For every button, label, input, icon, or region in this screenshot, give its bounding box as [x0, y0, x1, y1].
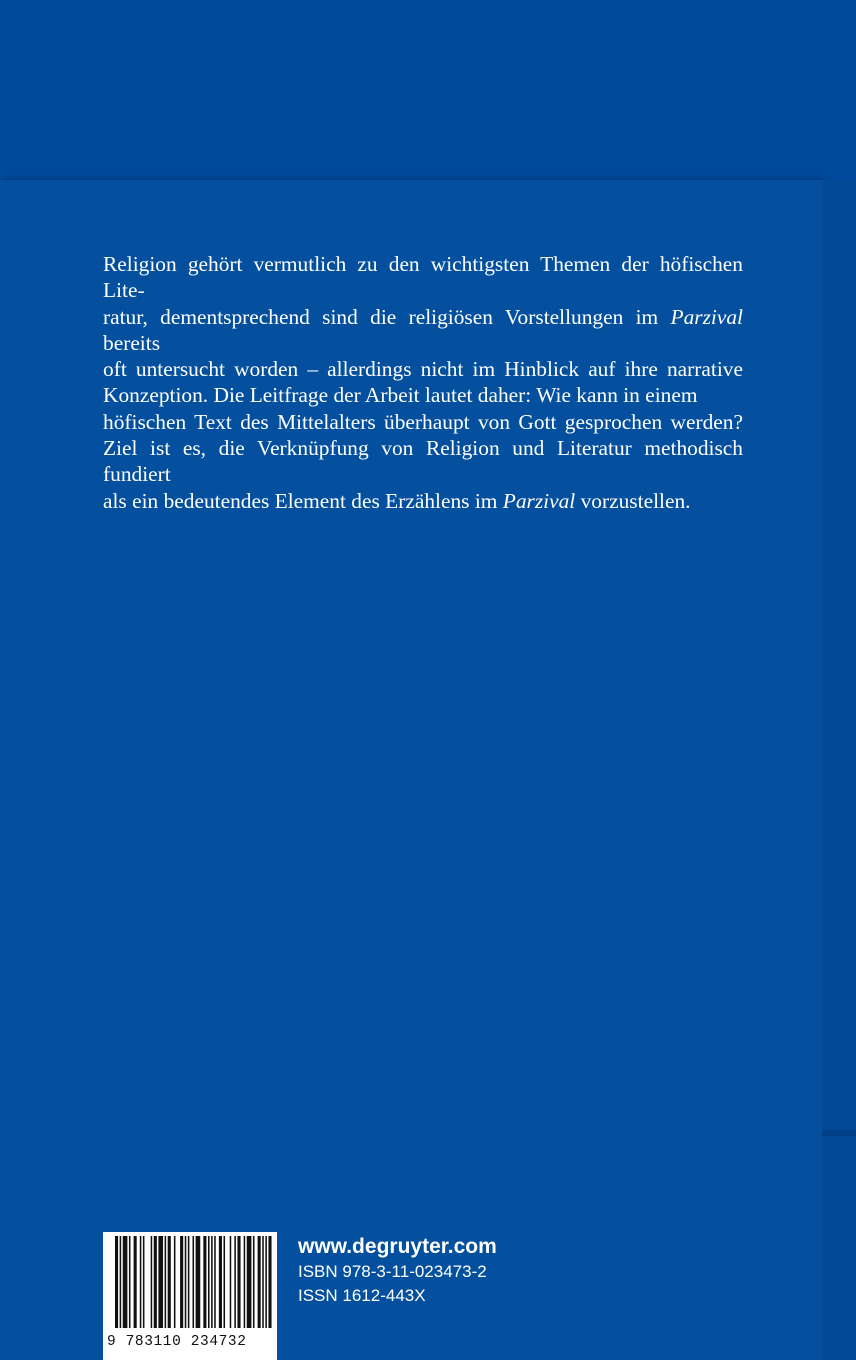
publisher-info [298, 1234, 497, 1308]
barcode-bar [234, 1236, 236, 1328]
barcode-bar [262, 1236, 264, 1328]
blurb-line [103, 382, 743, 408]
blurb-title-italic: Parzival [670, 304, 743, 329]
blurb-text: ratur, dementsprechend sind die religiösen Vorstellungen im [103, 304, 671, 329]
blurb-text: Religion gehört vermutlich zu den wichtigsten Themen der höfischen Lite- [103, 252, 743, 303]
blurb-line [103, 409, 743, 435]
barcode-bar [224, 1236, 226, 1328]
barcode-bar [211, 1236, 213, 1328]
barcode-bar [265, 1236, 267, 1328]
barcode-digits: 9 783110 234732 [107, 1334, 247, 1350]
blurb-line [103, 304, 743, 357]
barcode-bar [258, 1236, 261, 1328]
barcode-bar [158, 1236, 163, 1328]
blurb-text: Konzeption. Die Leitfrage der Arbeit lautet daher: Wie kann in einem [103, 383, 698, 408]
back-cover-blurb [103, 251, 743, 514]
blurb-line [103, 435, 743, 488]
barcode-bar [253, 1236, 255, 1328]
barcode-bar [247, 1236, 252, 1328]
barcode-bar [219, 1236, 222, 1328]
barcode-bar [214, 1236, 216, 1328]
blurb-line [103, 488, 743, 514]
barcode-bar [208, 1236, 210, 1328]
barcode-bar [134, 1236, 137, 1328]
blurb-text: höfischen Text des Mittelalters überhaupt von Gott gesprochen werden? [103, 409, 743, 434]
blurb-line [103, 251, 743, 304]
barcode-bar [203, 1236, 206, 1328]
cover-spine-strip [822, 180, 856, 1360]
blurb-text: vorzustellen. [575, 488, 691, 513]
barcode-bar [188, 1236, 190, 1328]
barcode-bar [120, 1236, 122, 1328]
isbn-number: ISBN 978-3-11-023473-2 [298, 1262, 487, 1281]
blurb-line [103, 356, 743, 382]
barcode-bar [193, 1236, 195, 1328]
publisher-website[interactable]: www.degruyter.com [298, 1235, 497, 1258]
barcode-bar [123, 1236, 128, 1328]
barcode-bar [196, 1236, 201, 1328]
blurb-text: Ziel ist es, die Verknüpfung von Religion und Literatur methodisch fundiert [103, 436, 743, 487]
blurb-title-italic: Parzival [502, 488, 576, 513]
barcode-bar [115, 1236, 118, 1328]
blurb-text: als ein bedeutendes Element des Erzählens im [103, 488, 503, 513]
barcode-bar [180, 1236, 183, 1328]
barcode-bar [185, 1236, 187, 1328]
barcode-bar [268, 1236, 271, 1328]
barcode-bar [237, 1236, 240, 1328]
blurb-text: bereits [103, 330, 161, 355]
isbn-barcode [103, 1232, 277, 1360]
barcode-bar [168, 1236, 171, 1328]
barcode-bar [174, 1236, 176, 1328]
barcode-bar [151, 1236, 153, 1328]
barcode-bar [129, 1236, 131, 1328]
barcode-bar [143, 1236, 145, 1328]
barcode-bar [154, 1236, 157, 1328]
barcode-bar [230, 1236, 232, 1328]
cover-top-band [0, 0, 856, 180]
barcode-bar [244, 1236, 246, 1328]
barcode-bar [140, 1236, 142, 1328]
issn-number: ISSN 1612-443X [298, 1286, 426, 1305]
barcode-bar [165, 1236, 167, 1328]
blurb-text: oft untersucht worden – allerdings nicht im Hinblick auf ihre narrative [103, 357, 743, 382]
spine-seam [822, 1130, 856, 1136]
